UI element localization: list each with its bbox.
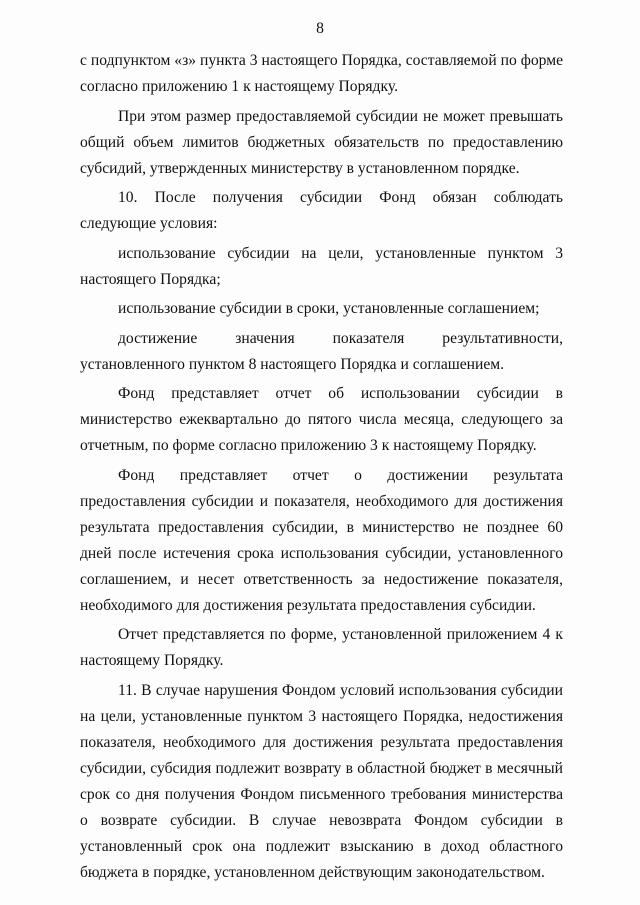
paragraph-condition-terms: использование субсидии в сроки, установленные соглашением; [118,300,540,317]
document-body [80,48,563,886]
paragraph-continuation: с подпунктом «з» пункта 3 настоящего Порядка, составляемой по форме согласно приложению 1 к настоящему Порядку. [80,52,563,95]
paragraph-subsidy-limit: При этом размер предоставляемой субсидии не может превышать общий объем лимитов бюджетных обязательств по предоставлению субсидий, утвержденных министерству в установленном порядке. [80,107,563,177]
page-number: 8 [316,20,324,37]
paragraph-clause-10: 10. После получения субсидии Фонд обязан соблюдать следующие условия: [80,189,563,232]
paragraph-condition-purpose: использование субсидии на цели, установленные пунктом 3 настоящего Порядка; [80,244,563,288]
paragraph-clause-11: 11. В случае нарушения Фондом условий использования субсидии на цели, установленные пунктом 3 настоящего Порядка, недостижения показателя, необходимого для достижения результата предоставления субсидии, субсидия подлежит возврату в областной бюджет в месячный срок со дня получения Фондом письменного требования министерства о возврате субсидии. В случае невозврата Фондом субсидии в установленный срок она подлежит взысканию в доход областного бюджета в порядке, установленном действующим законодательством. [80,681,563,881]
paragraph-condition-indicator: достижение значения показателя результативности, установленного пунктом 8 настоящего Порядка и соглашением. [80,329,563,373]
paragraph-report-form: Отчет представляется по форме, установленной приложением 4 к настоящему Порядку. [80,626,563,669]
paragraph-quarterly-report: Фонд представляет отчет об использовании субсидии в министерство ежеквартально до пятого числа месяца, следующего за отчетным, по форме согласно приложению 3 к настоящему Порядку. [80,385,563,454]
paragraph-result-report: Фонд представляет отчет о достижении результата предоставления субсидии и показателя, необходимого для достижения результата предоставления субсидии, в министерство не позднее 60 дней после истечения срока использования субсидии, установленного соглашением, и несет ответственность за недостижение показателя, необходимого для достижения результата предоставления субсидии. [80,466,563,614]
